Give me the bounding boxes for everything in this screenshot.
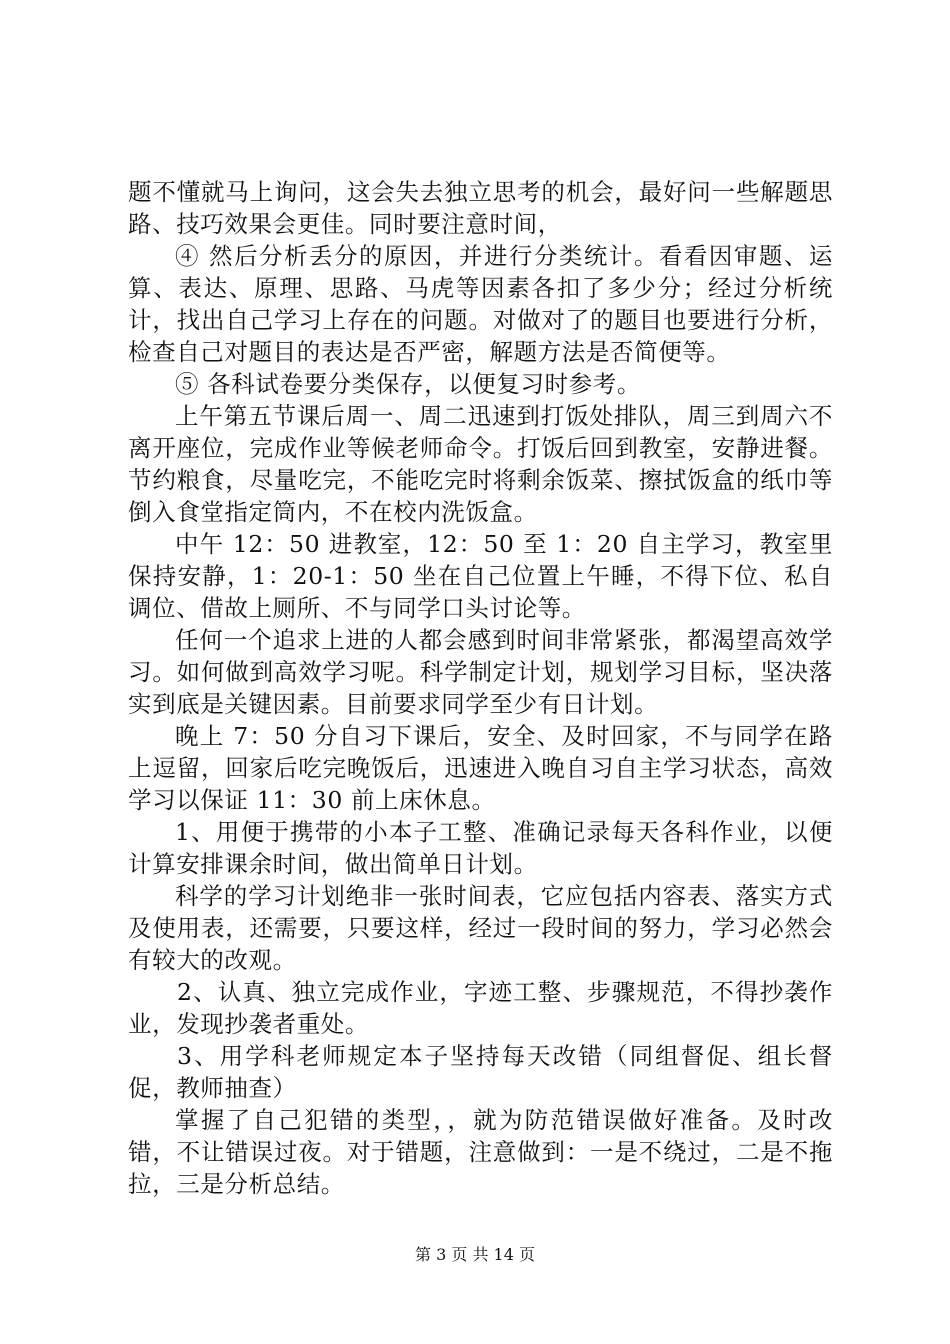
paragraph-item-5: ⑤ 各科试卷要分类保存，以便复习时参考。 bbox=[175, 370, 641, 398]
page-number: 第 3 页 共 14 页 bbox=[415, 1245, 535, 1264]
paragraph-item-4: ④ 然后分析丢分的原因，并进行分类统计。看看因审题、运算、表达、原理、思路、马虎等因素各扣了多少分；经过分析统计，找出自己学习上存在的问题。对做对了的题目也要进行分析，检查自己对题目的表达是否严密，解题方法是否简便等。 bbox=[128, 242, 833, 366]
document-body bbox=[128, 176, 833, 1200]
paragraph-continued: 题不懂就马上询问，这会失去独立思考的机会，最好问一些解题思路、技巧效果会更佳。同时要注意时间， bbox=[128, 178, 833, 238]
paragraph-rule-2: 2、认真、独立完成作业，字迹工整、步骤规范，不得抄袭作业，发现抄袭者重处。 bbox=[128, 978, 833, 1038]
paragraph-efficient-study: 任何一个追求上进的人都会感到时间非常紧张，都渴望高效学习。如何做到高效学习呢。科学制定计划，规划学习目标，坚决落实到底是关键因素。目前要求同学至少有日计划。 bbox=[128, 626, 833, 718]
paragraph-mistakes: 掌握了自己犯错的类型，，就为防范错误做好准备。及时改错，不让错误过夜。对于错题，注意做到：一是不绕过，二是不拖拉，三是分析总结。 bbox=[128, 1106, 833, 1198]
paragraph-study-plan: 科学的学习计划绝非一张时间表，它应包括内容表、落实方式及使用表，还需要，只要这样，经过一段时间的努力，学习必然会有较大的改观。 bbox=[128, 882, 833, 974]
paragraph-evening: 晚上 7：50 分自习下课后，安全、及时回家，不与同学在路上逗留，回家后吃完晚饭后，迅速进入晚自习自主学习状态，高效学习以保证 11：30 前上床休息。 bbox=[128, 722, 833, 814]
paragraph-rule-1: 1、用便于携带的小本子工整、准确记录每天各科作业，以便计算安排课余时间，做出简单日计划。 bbox=[128, 818, 833, 878]
paragraph-rule-3: 3、用学科老师规定本子坚持每天改错（同组督促、组长督促，教师抽查） bbox=[128, 1042, 833, 1102]
paragraph-lunch: 上午第五节课后周一、周二迅速到打饭处排队，周三到周六不离开座位，完成作业等候老师命令。打饭后回到教室，安静进餐。节约粮食，尽量吃完，不能吃完时将剩余饭菜、擦拭饭盒的纸巾等倒入食堂指定筒内，不在校内洗饭盒。 bbox=[128, 402, 833, 526]
paragraph-noon: 中午 12：50 进教室，12：50 至 1：20 自主学习，教室里保持安静，1：20-1：50 坐在自己位置上午睡，不得下位、私自调位、借故上厕所、不与同学口头讨论等。 bbox=[128, 530, 833, 622]
